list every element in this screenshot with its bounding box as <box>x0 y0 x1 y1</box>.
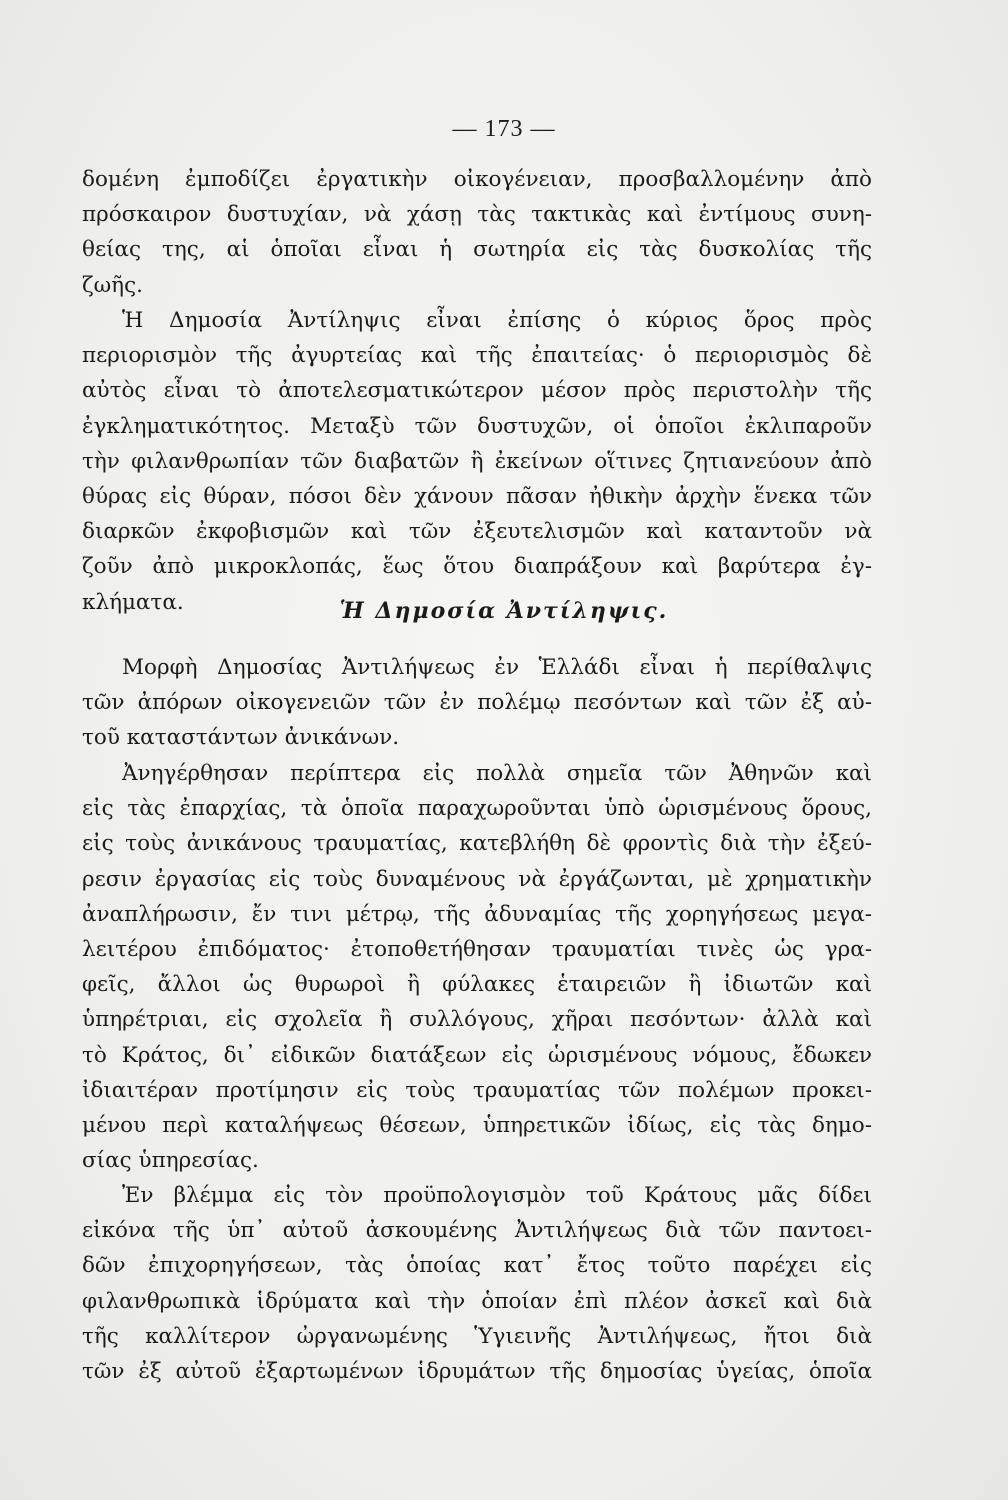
text-line: σίας ὑπηρεσίας. <box>82 1148 259 1174</box>
paragraph-3 <box>82 650 872 756</box>
text-line: κλήματα. <box>82 589 184 615</box>
text-line: διαρκῶν ἐκφοβισμῶν καὶ τῶν ἐξευτελισμῶν καὶ καταντοῦν νὰ <box>82 519 872 545</box>
text-line: τῶν ἐξ αὐτοῦ ἐξαρτωμένων ἱδρυμάτων τῆς δημοσίας ὑγείας, ὁποῖα <box>82 1358 872 1384</box>
text-line: ρεσιν ἐργασίας εἰς τοὺς δυναμένους νὰ ἐργάζωνται, μὲ χρηματικὴν <box>82 866 872 892</box>
text-line: τὸ Κράτος, δι᾽ εἰδικῶν διατάξεων εἰς ὡρισμένους νόμους, ἔδωκεν <box>82 1042 872 1068</box>
text-line: τὴν φιλανθρωπίαν τῶν διαβατῶν ἢ ἐκείνων οἵτινες ζητιανεύουν ἀπὸ <box>82 448 872 474</box>
text-line: εἰς τοὺς ἀνικάνους τραυματίας, κατεβλήθη δὲ φροντὶς διὰ τὴν ἐξεύ- <box>82 831 872 857</box>
text-line: εἰς τὰς ἐπαρχίας, τὰ ὁποῖα παραχωροῦνται ὑπὸ ὡρισμένους ὅρους, <box>82 796 872 822</box>
text-line: λειτέρου ἐπιδόματος· ἐτοποθετήθησαν τραυματίαι τινὲς ὡς γρα- <box>82 936 872 962</box>
text-line: εἰκόνα τῆς ὑπ᾽ αὐτοῦ ἀσκουμένης Ἀντιλήψεως διὰ τῶν παντοει- <box>82 1218 872 1244</box>
text-line: μένου περὶ καταλήψεως θέσεων, ὑπηρετικῶν ἰδίως, εἰς τὰς δημο- <box>82 1112 872 1138</box>
section-heading: Ἡ Δημοσία Ἀντίληψις. <box>339 598 669 624</box>
text-line: ἐγκληματικότητος. Μεταξὺ τῶν δυστυχῶν, οἱ ὁποῖοι ἐκλιπαροῦν <box>82 413 872 439</box>
text-line: Ἡ Δημοσία Ἀντίληψις εἶναι ἐπίσης ὁ κύριος ὅρος πρὸς <box>122 308 872 333</box>
page-number: — 173 — <box>452 116 556 142</box>
text-line: Ἀνηγέρθησαν περίπτερα εἰς πολλὰ σημεῖα τῶν Ἀθηνῶν καὶ <box>122 761 872 786</box>
text-line: ἀναπλήρωσιν, ἔν τινι μέτρῳ, τῆς ἀδυναμίας τῆς χορηγήσεως μεγα- <box>82 901 872 927</box>
text-line: Μορφὴ Δημοσίας Ἀντιλήψεως ἐν Ἑλλάδι εἶναι ἡ περίθαλψις <box>122 655 872 680</box>
paragraph-4 <box>82 756 872 1178</box>
paragraph-5 <box>82 1178 872 1389</box>
text-line: φεῖς, ἄλλοι ὡς θυρωροὶ ἢ φύλακες ἑταιρειῶν ἢ ἰδιωτῶν καὶ <box>82 972 872 998</box>
paragraph-1 <box>82 162 872 303</box>
paragraph-2 <box>82 303 872 620</box>
text-line: θύρας εἰς θύραν, πόσοι δὲν χάνουν πᾶσαν ἠθικὴν ἀρχὴν ἕνεκα τῶν <box>82 483 872 509</box>
text-line: Ἐν βλέμμα εἰς τὸν προϋπολογισμὸν τοῦ Κράτους μᾶς δίδει <box>122 1183 872 1208</box>
text-line: δῶν ἐπιχορηγήσεων, τὰς ὁποίας κατ᾽ ἔτος τοῦτο παρέχει εἰς <box>82 1253 872 1279</box>
text-line: δομένη ἐμποδίζει ἐργατικὴν οἰκογένειαν, προσβαλλομένην ἀπὸ <box>82 167 872 192</box>
text-line: τῆς καλλίτερον ὠργανωμένης Ὑγιεινῆς Ἀντιλήψεως, ἤτοι διὰ <box>82 1323 872 1349</box>
text-line: ἰδιαιτέραν προτίμησιν εἰς τοὺς τραυματίας τῶν πολέμων προκει- <box>82 1077 872 1103</box>
text-line: ζοῦν ἀπὸ μικροκλοπάς, ἕως ὅτου διαπράξουν καὶ βαρύτερα ἐγ- <box>82 554 872 580</box>
text-line: αὐτὸς εἶναι τὸ ἀποτελεσματικώτερον μέσον πρὸς περιστολὴν τῆς <box>82 378 872 404</box>
text-line: τῶν ἀπόρων οἰκογενειῶν τῶν ἐν πολέμῳ πεσόντων καὶ τῶν ἐξ αὐ- <box>82 690 872 716</box>
text-line: θείας της, αἱ ὁποῖαι εἶναι ἡ σωτηρία εἰς τὰς δυσκολίας τῆς <box>82 237 872 263</box>
text-line: πρόσκαιρον δυστυχίαν, νὰ χάσῃ τὰς τακτικὰς καὶ ἐντίμους συνη- <box>82 202 872 228</box>
text-line: ὑπηρέτριαι, εἰς σχολεῖα ἢ συλλόγους, χῆραι πεσόντων· ἀλλὰ καὶ <box>82 1007 872 1033</box>
text-line: ζωῆς. <box>82 272 143 298</box>
text-line: τοῦ καταστάντων ἀνικάνων. <box>82 725 400 751</box>
text-line: περιορισμὸν τῆς ἀγυρτείας καὶ τῆς ἐπαιτείας· ὁ περιορισμὸς δὲ <box>82 343 872 369</box>
text-line: φιλανθρωπικὰ ἱδρύματα καὶ τὴν ὁποίαν ἐπὶ πλέον ἀσκεῖ καὶ διὰ <box>82 1288 872 1314</box>
